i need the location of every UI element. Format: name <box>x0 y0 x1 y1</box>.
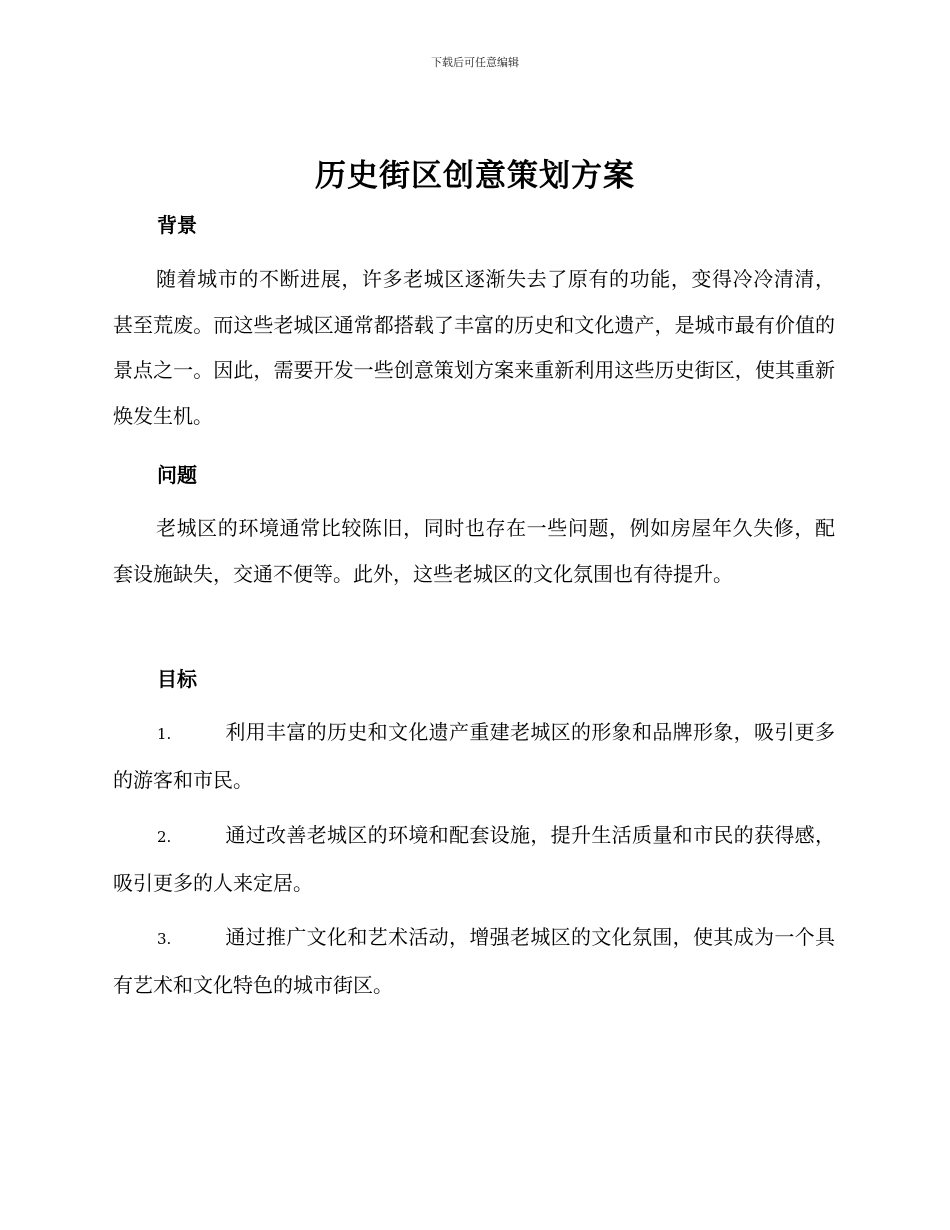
section-heading-goals: 目标 <box>157 667 197 691</box>
goal-text: 利用丰富的历史和文化遗产重建老城区的形象和品牌形象，吸引更多的游客和市民。 <box>113 720 835 792</box>
goal-number: 2. <box>157 828 172 846</box>
header-note: 下载后可任意编辑 <box>431 56 519 69</box>
goal-text: 通过推广文化和艺术活动，增强老城区的文化氛围，使其成为一个具有艺术和文化特色的城市街区。 <box>113 925 835 997</box>
goal-number: 3. <box>157 930 172 948</box>
paragraph-problem: 老城区的环境通常比较陈旧，同时也存在一些问题，例如房屋年久失修，配套设施缺失，交通不便等。此外，这些老城区的文化氛围也有待提升。 <box>113 516 835 586</box>
goal-item <box>113 915 835 1008</box>
goal-item <box>113 813 835 906</box>
section-heading-background: 背景 <box>157 213 197 237</box>
document-title: 历史街区创意策划方案 <box>315 158 635 194</box>
goal-number: 1. <box>157 725 172 743</box>
goal-item <box>113 710 835 803</box>
goal-text: 通过改善老城区的环境和配套设施，提升生活质量和市民的获得感，吸引更多的人来定居。 <box>113 823 835 895</box>
paragraph-background: 随着城市的不断进展，许多老城区逐渐失去了原有的功能，变得冷冷清清，甚至荒废。而这些老城区通常都搭载了丰富的历史和文化遗产，是城市最有价值的景点之一。因此，需要开发一些创意策划方案来重新利用这些历史街区，使其重新焕发生机。 <box>113 267 835 428</box>
section-heading-problem: 问题 <box>157 463 197 487</box>
